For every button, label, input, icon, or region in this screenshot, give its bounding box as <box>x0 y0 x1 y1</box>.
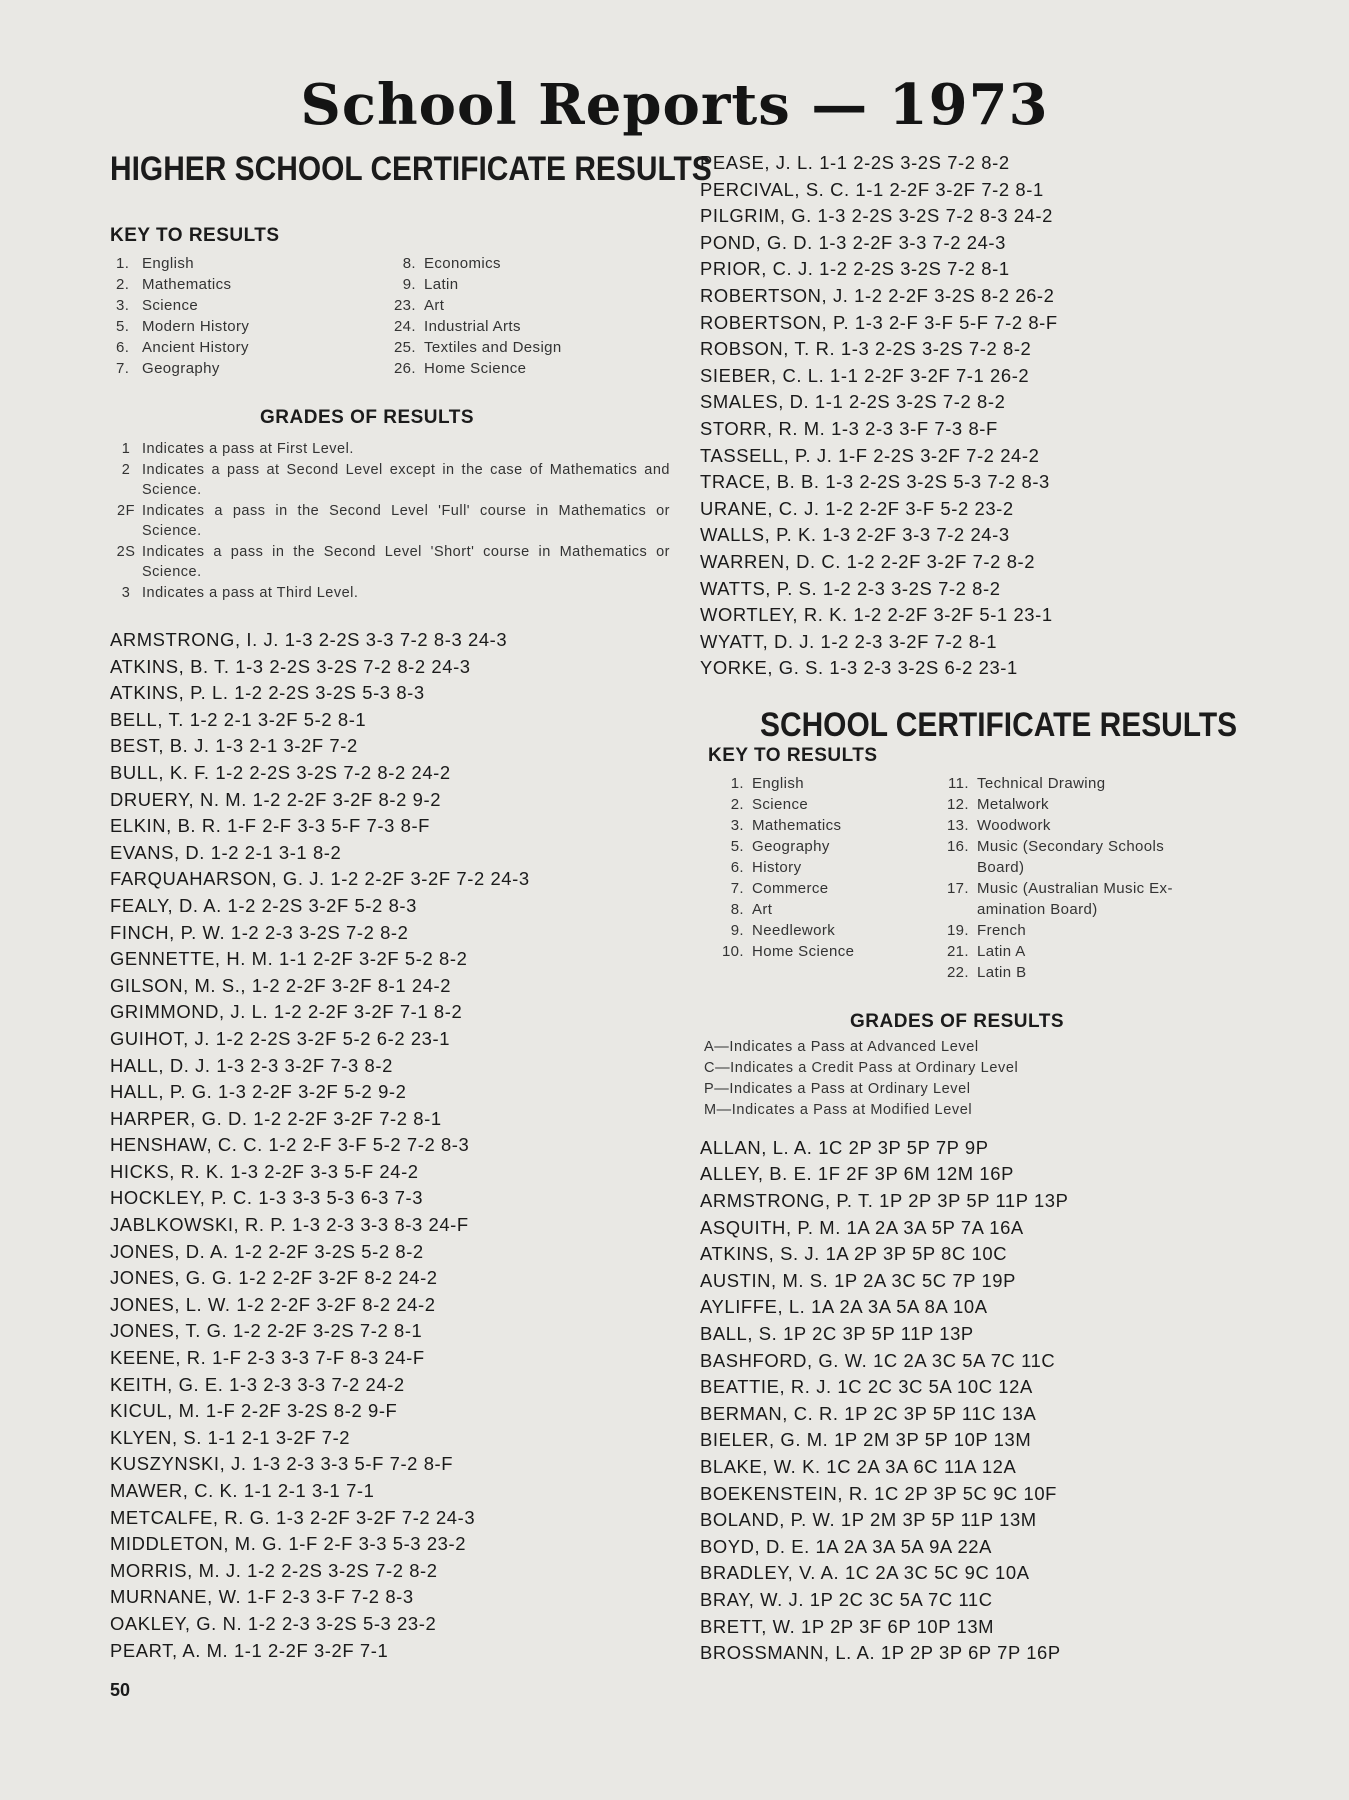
sc-key-heading: KEY TO RESULTS <box>708 744 878 766</box>
key-number: 17. <box>946 879 969 897</box>
key-subject: Home Science <box>752 942 855 960</box>
result-row: MORRIS, M. J. 1-2 2-2S 3-2S 7-2 8-2 <box>110 1559 438 1581</box>
key-subject: Woodwork <box>977 816 1051 834</box>
key-subject: Geography <box>752 837 830 855</box>
result-row: EVANS, D. 1-2 2-1 3-1 8-2 <box>110 841 342 863</box>
result-row: TRACE, B. B. 1-3 2-2S 3-2S 5-3 7-2 8-3 <box>700 471 1050 493</box>
result-row: ELKIN, B. R. 1-F 2-F 3-3 5-F 7-3 8-F <box>110 815 431 837</box>
result-row: AYLIFFE, L. 1A 2A 3A 5A 8A 10A <box>700 1296 988 1318</box>
result-row: WALLS, P. K. 1-3 2-2F 3-3 7-2 24-3 <box>700 524 1010 546</box>
key-subject: Latin <box>424 276 459 293</box>
result-row: ATKINS, B. T. 1-3 2-2S 3-2S 7-2 8-2 24-3 <box>110 655 471 677</box>
result-row: ROBERTSON, P. 1-3 2-F 3-F 5-F 7-2 8-F <box>700 311 1058 333</box>
key-subject: Latin A <box>977 942 1026 960</box>
grade-item: A—Indicates a Pass at Advanced Level <box>704 1038 979 1055</box>
key-item <box>929 773 1259 794</box>
result-row: ARMSTRONG, I. J. 1-3 2-2S 3-3 7-2 8-3 24-3 <box>110 629 508 650</box>
key-number: 7. <box>116 360 130 377</box>
key-item <box>704 920 929 941</box>
key-item <box>704 794 929 815</box>
grade-item <box>110 460 670 500</box>
result-row: WATTS, P. S. 1-2 2-3 3-2S 7-2 8-2 <box>700 577 1001 599</box>
key-item <box>704 899 929 920</box>
result-row: BRETT, W. 1P 2P 3F 6P 10P 13M <box>700 1615 995 1637</box>
result-row: PRIOR, C. J. 1-2 2-2S 3-2S 7-2 8-1 <box>700 258 1010 280</box>
key-number: 24. <box>393 318 416 335</box>
result-row: GUIHOT, J. 1-2 2-2S 3-2F 5-2 6-2 23-1 <box>110 1027 451 1049</box>
key-number: 7. <box>730 879 744 897</box>
result-row: FINCH, P. W. 1-2 2-3 3-2S 7-2 8-2 <box>110 921 409 943</box>
key-item <box>929 836 1259 857</box>
result-row: SMALES, D. 1-1 2-2S 3-2S 7-2 8-2 <box>700 391 1006 413</box>
key-number: 26. <box>393 360 416 377</box>
hsc-results-list-continued <box>700 150 1260 682</box>
key-item <box>704 815 929 836</box>
result-row: JONES, G. G. 1-2 2-2F 3-2F 8-2 24-2 <box>110 1267 438 1289</box>
result-row: BIELER, G. M. 1P 2M 3P 5P 10P 13M <box>700 1429 1032 1451</box>
hsc-key-heading: KEY TO RESULTS <box>110 225 280 246</box>
key-number: 22. <box>946 963 969 981</box>
key-number: 5. <box>730 837 744 855</box>
result-row: AUSTIN, M. S. 1P 2A 3C 5C 7P 19P <box>700 1269 1016 1291</box>
key-item <box>116 295 376 316</box>
result-row: ROBSON, T. R. 1-3 2-2S 3-2S 7-2 8-2 <box>700 338 1032 360</box>
result-row: OAKLEY, G. N. 1-2 2-3 3-2S 5-3 23-2 <box>110 1612 437 1634</box>
result-row: URANE, C. J. 1-2 2-2F 3-F 5-2 23-2 <box>700 497 1014 519</box>
key-item <box>929 899 1259 920</box>
key-subject: amination Board) <box>977 900 1098 918</box>
result-row: BOLAND, P. W. 1P 2M 3P 5P 11P 13M <box>700 1509 1037 1531</box>
result-row: ASQUITH, P. M. 1A 2A 3A 5P 7A 16A <box>700 1216 1024 1238</box>
grade-text: Indicates a pass at First Level. <box>142 441 354 457</box>
key-subject: Home Science <box>424 360 527 377</box>
key-item <box>376 316 666 337</box>
result-row: BEATTIE, R. J. 1C 2C 3C 5A 10C 12A <box>700 1376 1033 1398</box>
key-number: 8. <box>730 900 744 918</box>
key-subject: Art <box>752 900 773 918</box>
key-item <box>376 295 666 316</box>
result-row: PEART, A. M. 1-1 2-2F 3-2F 7-1 <box>110 1639 389 1661</box>
key-item <box>704 773 929 794</box>
grade-code: 2F <box>117 503 135 519</box>
result-row: HALL, P. G. 1-3 2-2F 3-2F 5-2 9-2 <box>110 1081 407 1103</box>
left-column <box>110 150 712 1664</box>
key-item <box>116 253 376 274</box>
grade-text: Indicates a pass at Second Level except in the case of Mathematics and Science. <box>142 462 670 498</box>
key-subject: Mathematics <box>752 816 842 834</box>
hsc-heading: HIGHER SCHOOL CERTIFICATE RESULTS <box>110 150 712 188</box>
key-subject: Industrial Arts <box>424 318 521 335</box>
result-row: METCALFE, R. G. 1-3 2-2F 3-2F 7-2 24-3 <box>110 1506 476 1528</box>
result-row: TASSELL, P. J. 1-F 2-2S 3-2F 7-2 24-2 <box>700 444 1040 466</box>
key-item <box>704 941 929 962</box>
result-row: MAWER, C. K. 1-1 2-1 3-1 7-1 <box>110 1480 375 1501</box>
key-item <box>116 316 376 337</box>
key-subject: Board) <box>977 858 1025 876</box>
result-row: GENNETTE, H. M. 1-1 2-2F 3-2F 5-2 8-2 <box>110 948 468 970</box>
result-row: BLAKE, W. K. 1C 2A 3A 6C 11A 12A <box>700 1456 1017 1477</box>
result-row: JONES, D. A. 1-2 2-2F 3-2S 5-2 8-2 <box>110 1240 424 1262</box>
sc-grades-heading: GRADES OF RESULTS <box>850 1010 1064 1032</box>
key-subject: Modern History <box>142 318 250 335</box>
key-item <box>116 358 376 379</box>
hsc-grades-heading: GRADES OF RESULTS <box>260 407 474 428</box>
result-row: GRIMMOND, J. L. 1-2 2-2F 3-2F 7-1 8-2 <box>110 1001 463 1023</box>
grade-text: Indicates a pass in the Second Level 'Short' course in Mathematics or Science. <box>142 544 670 580</box>
key-number: 10. <box>721 942 744 960</box>
key-item <box>376 274 666 295</box>
key-number: 25. <box>393 339 416 356</box>
result-row: WYATT, D. J. 1-2 2-3 3-2F 7-2 8-1 <box>700 630 998 652</box>
key-subject: Geography <box>142 360 220 377</box>
result-row: ARMSTRONG, P. T. 1P 2P 3P 5P 11P 13P <box>700 1190 1069 1212</box>
result-row: POND, G. D. 1-3 2-2F 3-3 7-2 24-3 <box>700 231 1006 253</box>
grade-code: 1 <box>121 441 131 457</box>
result-row: GILSON, M. S., 1-2 2-2F 3-2F 8-1 24-2 <box>110 974 452 996</box>
result-row: WORTLEY, R. K. 1-2 2-2F 3-2F 5-1 23-1 <box>700 604 1053 626</box>
key-number: 16. <box>946 837 969 855</box>
result-row: JONES, T. G. 1-2 2-2F 3-2S 7-2 8-1 <box>110 1320 423 1342</box>
key-number: 9. <box>402 276 416 293</box>
key-subject: Science <box>142 297 199 314</box>
key-item <box>376 358 666 379</box>
key-subject: English <box>142 255 194 272</box>
key-number: 3. <box>116 297 130 314</box>
key-subject: Textiles and Design <box>424 339 562 356</box>
key-number: 6. <box>116 339 130 356</box>
result-row: ATKINS, S. J. 1A 2P 3P 5P 8C 10C <box>700 1243 1008 1265</box>
key-subject: History <box>752 858 802 876</box>
key-subject: Needlework <box>752 921 836 939</box>
key-item <box>704 836 929 857</box>
key-number: 11. <box>948 774 969 792</box>
result-row: BASHFORD, G. W. 1C 2A 3C 5A 7C 11C <box>700 1349 1056 1371</box>
result-row: ROBERTSON, J. 1-2 2-2F 3-2S 8-2 26-2 <box>700 284 1055 306</box>
key-subject: Latin B <box>977 963 1027 981</box>
result-row: BEST, B. J. 1-3 2-1 3-2F 7-2 <box>110 735 358 757</box>
key-number: 19. <box>946 921 969 939</box>
key-subject: Technical Drawing <box>977 774 1106 792</box>
hsc-results-list <box>110 627 670 1664</box>
key-subject: English <box>752 774 804 792</box>
result-row: KUSZYNSKI, J. 1-3 2-3 3-3 5-F 7-2 8-F <box>110 1453 454 1475</box>
grade-item <box>110 501 670 541</box>
grade-code: 3 <box>121 585 131 601</box>
key-number: 5. <box>116 318 130 335</box>
grade-code: 2S <box>116 544 136 560</box>
result-row: YORKE, G. S. 1-3 2-3 3-2S 6-2 23-1 <box>700 657 1018 679</box>
grade-text: Indicates a pass at Third Level. <box>142 585 359 601</box>
result-row: MURNANE, W. 1-F 2-3 3-F 7-2 8-3 <box>110 1586 414 1608</box>
key-subject: Economics <box>424 255 501 272</box>
key-item <box>116 274 376 295</box>
key-number: 2. <box>730 795 744 813</box>
key-subject: Ancient History <box>142 339 249 356</box>
key-item <box>929 920 1259 941</box>
key-item <box>704 878 929 899</box>
key-number: 8. <box>402 255 416 272</box>
result-row: BULL, K. F. 1-2 2-2S 3-2S 7-2 8-2 24-2 <box>110 761 451 783</box>
key-item <box>929 857 1259 878</box>
right-column <box>700 150 1260 1667</box>
grade-item <box>110 439 670 459</box>
result-row: KEITH, G. E. 1-3 2-3 3-3 7-2 24-2 <box>110 1373 405 1395</box>
key-item <box>929 941 1259 962</box>
grade-item: P—Indicates a Pass at Ordinary Level <box>704 1080 971 1097</box>
result-row: HICKS, R. K. 1-3 2-2F 3-3 5-F 24-2 <box>110 1160 419 1182</box>
result-row: WARREN, D. C. 1-2 2-2F 3-2F 7-2 8-2 <box>700 550 1036 572</box>
sc-results-list <box>700 1135 1260 1667</box>
key-number: 9. <box>730 921 744 939</box>
result-row: PILGRIM, G. 1-3 2-2S 3-2S 7-2 8-3 24-2 <box>700 205 1053 227</box>
result-row: KEENE, R. 1-F 2-3 3-3 7-F 8-3 24-F <box>110 1347 425 1369</box>
result-row: PEASE, J. L. 1-1 2-2S 3-2S 7-2 8-2 <box>700 152 1010 173</box>
key-subject: Music (Australian Music Ex- <box>977 879 1173 897</box>
key-subject: Music (Secondary Schools <box>977 837 1165 855</box>
result-row: BERMAN, C. R. 1P 2C 3P 5P 11C 13A <box>700 1402 1037 1424</box>
result-row: ALLEY, B. E. 1F 2F 3P 6M 12M 16P <box>700 1163 1014 1185</box>
sc-key-list <box>700 773 1260 983</box>
key-number: 1. <box>116 255 130 272</box>
result-row: BRADLEY, V. A. 1C 2A 3C 5C 9C 10A <box>700 1562 1030 1584</box>
result-row: HALL, D. J. 1-3 2-3 3-2F 7-3 8-2 <box>110 1054 393 1076</box>
key-number: 2. <box>116 276 130 293</box>
result-row: HOCKLEY, P. C. 1-3 3-3 5-3 6-3 7-3 <box>110 1187 424 1209</box>
grade-item <box>110 542 670 582</box>
result-row: KICUL, M. 1-F 2-2F 3-2S 8-2 9-F <box>110 1400 398 1422</box>
key-subject: Metalwork <box>977 795 1049 813</box>
result-row: KLYEN, S. 1-1 2-1 3-2F 7-2 <box>110 1426 351 1448</box>
result-row: ATKINS, P. L. 1-2 2-2S 3-2S 5-3 8-3 <box>110 682 425 704</box>
result-row: DRUERY, N. M. 1-2 2-2F 3-2F 8-2 9-2 <box>110 788 442 810</box>
key-number: 1. <box>730 774 744 792</box>
grade-code: 2 <box>121 462 131 478</box>
page-number: 50 <box>110 1680 131 1700</box>
key-item <box>929 794 1259 815</box>
key-subject: Commerce <box>752 879 829 897</box>
key-number: 12. <box>946 795 969 813</box>
key-number: 21. <box>946 942 969 960</box>
key-item <box>929 962 1259 983</box>
result-row: ALLAN, L. A. 1C 2P 3P 5P 7P 9P <box>700 1136 989 1158</box>
key-number: 3. <box>730 816 744 834</box>
grade-text: Indicates a pass in the Second Level 'Full' course in Mathematics or Science. <box>142 503 670 539</box>
result-row: BOYD, D. E. 1A 2A 3A 5A 9A 22A <box>700 1535 992 1557</box>
key-number: 13. <box>946 816 969 834</box>
result-row: FARQUAHARSON, G. J. 1-2 2-2F 3-2F 7-2 24-3 <box>110 868 530 890</box>
hsc-key-list <box>110 253 670 379</box>
key-subject: Science <box>752 795 809 813</box>
key-item <box>376 337 666 358</box>
key-item <box>116 337 376 358</box>
grade-item: C—Indicates a Credit Pass at Ordinary Level <box>704 1059 1019 1076</box>
result-row: MIDDLETON, M. G. 1-F 2-F 3-3 5-3 23-2 <box>110 1533 467 1555</box>
key-subject: Art <box>424 297 445 314</box>
grade-item <box>110 583 670 603</box>
result-row: FEALY, D. A. 1-2 2-2S 3-2F 5-2 8-3 <box>110 894 417 916</box>
result-row: PERCIVAL, S. C. 1-1 2-2F 3-2F 7-2 8-1 <box>700 178 1044 200</box>
key-number: 23. <box>393 297 416 314</box>
sc-grades-list <box>704 1037 1260 1121</box>
key-item <box>929 878 1259 899</box>
page-title: School Reports — 1973 <box>300 72 1049 138</box>
result-row: BELL, T. 1-2 2-1 3-2F 5-2 8-1 <box>110 708 367 730</box>
result-row: HARPER, G. D. 1-2 2-2F 3-2F 7-2 8-1 <box>110 1107 442 1129</box>
result-row: BALL, S. 1P 2C 3P 5P 11P 13P <box>700 1323 974 1345</box>
grade-item: M—Indicates a Pass at Modified Level <box>704 1101 973 1118</box>
result-row: JABLKOWSKI, R. P. 1-3 2-3 3-3 8-3 24-F <box>110 1214 469 1236</box>
result-row: BRAY, W. J. 1P 2C 3C 5A 7C 11C <box>700 1588 993 1610</box>
key-number: 6. <box>730 858 744 876</box>
result-row: HENSHAW, C. C. 1-2 2-F 3-F 5-2 7-2 8-3 <box>110 1134 470 1156</box>
key-item <box>929 815 1259 836</box>
hsc-grades-list <box>110 439 670 603</box>
result-row: BROSSMANN, L. A. 1P 2P 3P 6P 7P 16P <box>700 1642 1061 1664</box>
result-row: JONES, L. W. 1-2 2-2F 3-2F 8-2 24-2 <box>110 1293 436 1315</box>
result-row: STORR, R. M. 1-3 2-3 3-F 7-3 8-F <box>700 417 998 439</box>
key-subject: French <box>977 921 1027 939</box>
key-subject: Mathematics <box>142 276 232 293</box>
key-item <box>376 253 666 274</box>
sc-heading: SCHOOL CERTIFICATE RESULTS <box>760 705 1238 744</box>
result-row: SIEBER, C. L. 1-1 2-2F 3-2F 7-1 26-2 <box>700 364 1030 386</box>
key-item <box>704 857 929 878</box>
result-row: BOEKENSTEIN, R. 1C 2P 3P 5C 9C 10F <box>700 1482 1058 1504</box>
